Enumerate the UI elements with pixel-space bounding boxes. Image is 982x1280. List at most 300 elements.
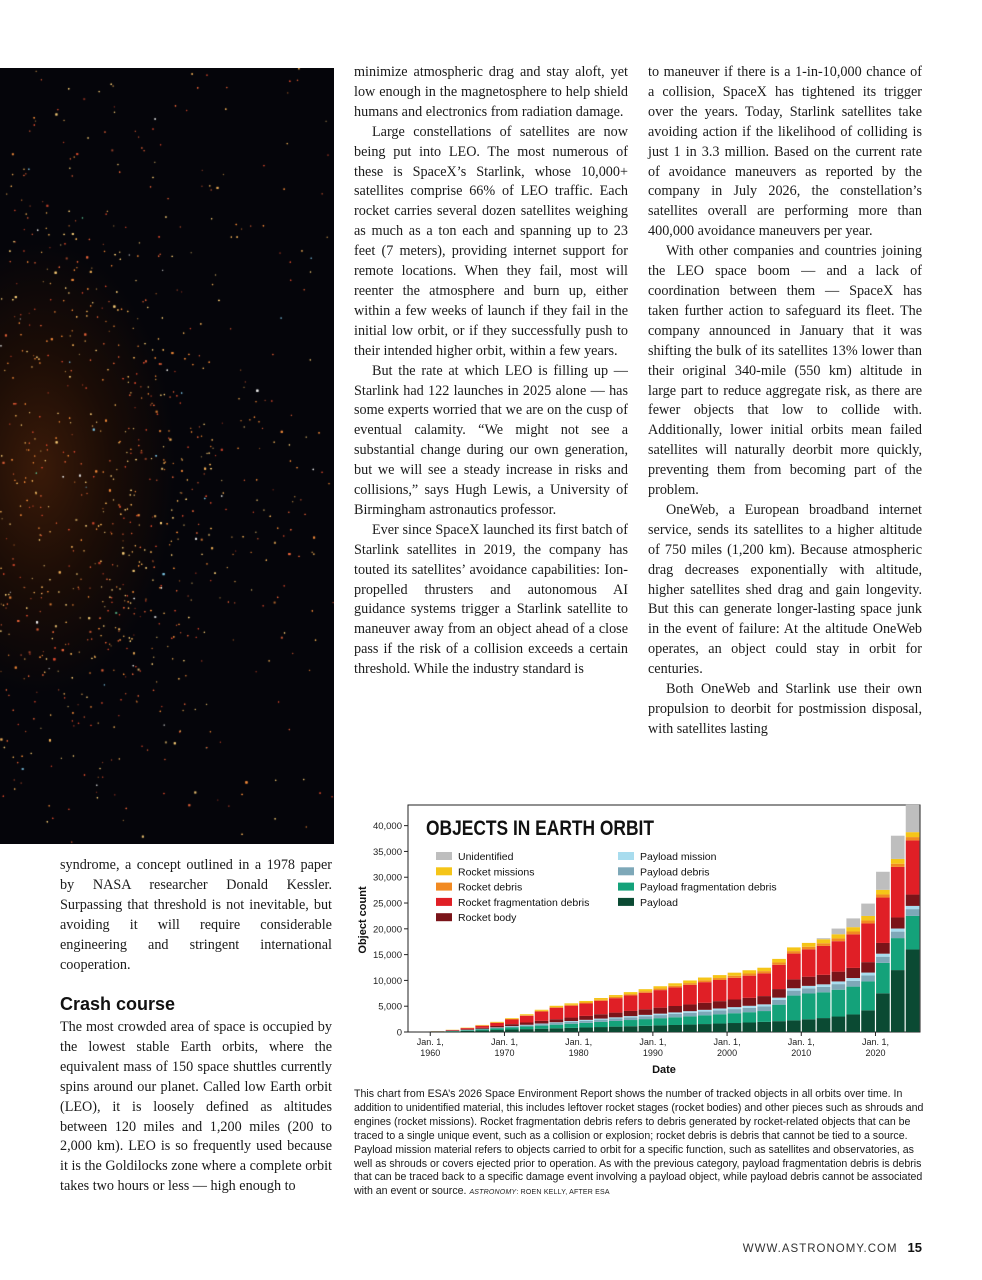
bar-segment <box>861 904 875 916</box>
bar-segment <box>906 895 920 906</box>
bar-segment <box>550 1025 564 1029</box>
bar-segment <box>861 962 875 972</box>
caption-text: This chart from ESA’s 2026 Space Environment Report shows the number of tracked objects in all orbits over time. In addition to unidentified material, this includes leftover rocket stages (rocket bodies) and other pieces such as shrouds and engines (rocket missions). Rocket fragmentation debris refers to debris generated by rocket-related objects that can be traced to a single unique event, such as a collision or explosion; rocket debris is debris that cannot be tied to a source. Payload mission material refers to objects carried to orbit for a specific function, such as satellites and observatories, as well as shrouds or covers ejected prior to operation. As with the previous category, payload fragmentation debris is debris that can be traced back to a specific damage event involving a payload object, while payload debris cannot be associated with an event or source. <box>354 1088 924 1198</box>
bar-segment <box>683 1011 697 1013</box>
bar-segment <box>772 998 786 1000</box>
bar-segment <box>550 1007 564 1008</box>
bar-segment <box>683 1025 697 1032</box>
bar-segment <box>728 973 742 976</box>
bar-segment <box>564 1021 578 1022</box>
bar-segment <box>653 1015 667 1018</box>
bar-segment <box>743 998 757 1006</box>
bar-segment <box>876 898 890 943</box>
bar-segment <box>846 1014 860 1032</box>
article-column-left-lower <box>60 1018 332 1197</box>
objects-in-orbit-chart <box>346 800 926 1085</box>
bar-segment <box>757 973 771 996</box>
paragraph: minimize atmospheric drag and stay aloft, yet low enough in the magnetosphere to help shield humans and electronics from radiation damage. <box>354 64 628 120</box>
bar-segment <box>728 976 742 978</box>
bar-segment <box>817 938 831 939</box>
bar-segment <box>832 941 846 971</box>
bar-segment <box>713 1014 727 1023</box>
bar-segment <box>505 1027 519 1029</box>
bar-segment <box>713 980 727 1001</box>
y-tick-label: 35,000 <box>372 846 402 858</box>
bar-segment <box>713 978 727 980</box>
bar-segment <box>802 943 816 947</box>
bar-segment <box>728 1013 742 1023</box>
bar-segment <box>787 951 801 953</box>
y-tick-label: 5,000 <box>378 1001 402 1013</box>
bar-segment <box>594 1000 608 1001</box>
bar-segment <box>772 1021 786 1032</box>
bar-segment <box>624 1011 638 1016</box>
bar-segment <box>579 1001 593 1003</box>
bar-segment <box>653 1018 667 1025</box>
bar-segment <box>535 1024 549 1025</box>
bar-segment <box>668 1006 682 1012</box>
bar-segment <box>490 1030 504 1032</box>
bar-segment <box>520 1023 534 1025</box>
bar-segment <box>520 1016 534 1023</box>
x-tick-label: 2010 <box>791 1048 812 1058</box>
bar-segment <box>520 1027 534 1030</box>
bar-segment <box>520 1025 534 1026</box>
bar-segment <box>757 1007 771 1012</box>
bar-segment <box>520 1015 534 1016</box>
bar-segment <box>668 1017 682 1025</box>
bar-segment <box>609 1021 623 1027</box>
y-tick-label: 40,000 <box>372 821 402 833</box>
legend-swatch <box>436 913 452 921</box>
bar-segment <box>757 1022 771 1032</box>
bar-segment <box>609 1027 623 1032</box>
paragraph: But the rate at which LEO is filling up — Starlink had 122 launches in 2025 alone — has some experts worried that we are on the cusp of eventual calamity. “We might not see a substantial change during our own generation, but we will see a steady increase in risks and collisions,” says Hugh Lewis, a University of Birmingham astronautics professor. <box>354 362 628 518</box>
bar-segment <box>772 959 786 963</box>
bar-segment <box>579 1004 593 1016</box>
bar-segment <box>787 979 801 988</box>
bar-segment <box>713 1008 727 1010</box>
bar-segment <box>564 1006 578 1018</box>
bar-segment <box>683 1013 697 1017</box>
paragraph: to maneuver if there is a 1-in-10,000 chance of a collision, SpaceX has tightened its trigger over the years. Today, Starlink satellites take avoiding action if the likelihood of colliding is just 1 in 3.3 million. Based on the current rate of avoidance maneuvers as reported by the company in July 2026, the constellation’s satellites overall are performing more than 400,000 avoidance maneuvers per year. <box>648 64 922 240</box>
legend-label: Rocket fragmentation debris <box>458 896 590 909</box>
bar-segment <box>846 934 860 968</box>
bar-segment <box>772 1005 786 1022</box>
bar-segment <box>743 974 757 976</box>
bar-segment <box>461 1029 475 1030</box>
bar-segment <box>461 1030 475 1031</box>
chart-svg <box>346 800 926 1085</box>
legend-label: Rocket body <box>458 912 517 925</box>
legend-swatch <box>618 852 634 860</box>
paragraph: Both OneWeb and Starlink use their own propulsion to deorbit for postmission disposal, with satellites lasting <box>648 681 922 737</box>
chart-title: OBJECTS IN EARTH ORBIT <box>426 817 655 840</box>
y-tick-label: 20,000 <box>372 924 402 936</box>
bar-segment <box>639 993 653 1010</box>
article-column-middle <box>354 63 628 680</box>
bar-segment <box>743 976 757 998</box>
legend-label: Rocket missions <box>458 866 535 879</box>
bar-segment <box>832 972 846 982</box>
bar-segment <box>535 1029 549 1032</box>
bar-segment <box>906 832 920 837</box>
bar-segment <box>861 920 875 923</box>
bar-segment <box>772 989 786 998</box>
x-tick-label: Jan. 1, <box>713 1037 741 1047</box>
bar-segment <box>787 996 801 1021</box>
bar-segment <box>787 947 801 951</box>
x-tick-label: Jan. 1, <box>416 1037 444 1047</box>
bar-segment <box>683 985 697 1005</box>
bar-segment <box>624 1026 638 1032</box>
website-url[interactable]: WWW.ASTRONOMY.COM <box>742 1243 898 1255</box>
bar-segment <box>846 981 860 987</box>
legend-swatch <box>436 883 452 891</box>
bar-segment <box>891 938 905 970</box>
bar-segment <box>535 1011 549 1012</box>
bar-segment <box>861 981 875 1010</box>
bar-segment <box>713 1001 727 1008</box>
bar-segment <box>594 998 608 1000</box>
x-tick-label: 2000 <box>717 1048 738 1058</box>
bar-segment <box>698 1024 712 1032</box>
legend-label: Payload fragmentation debris <box>640 881 777 894</box>
bar-segment <box>490 1023 504 1026</box>
bar-segment <box>846 927 860 931</box>
bar-segment <box>906 805 920 832</box>
bar-segment <box>624 1020 638 1026</box>
bar-segment <box>579 1016 593 1020</box>
bar-segment <box>757 968 771 971</box>
bar-segment <box>743 1008 757 1012</box>
bar-segment <box>891 864 905 867</box>
bar-segment <box>520 1014 534 1015</box>
bar-segment <box>876 890 890 895</box>
bar-segment <box>653 989 667 991</box>
bar-segment <box>579 1002 593 1003</box>
bar-segment <box>846 918 860 927</box>
bar-segment <box>802 947 816 950</box>
bar-segment <box>550 1008 564 1019</box>
x-tick-label: 2020 <box>865 1048 886 1058</box>
bar-segment <box>906 906 920 909</box>
paragraph: The most crowded area of space is occupied by the lowest stable Earth orbits, where the equivalent mass of 150 space shuttles currently spins around our planet. Called low Earth orbit (LEO), it is loosely defined as altitudes between 120 miles and 1,200 miles (200 to 2,000 km). LEO is so frequently used because it is the Goldilocks zone where a complete orbit takes two hours or less — high enough to <box>60 1019 332 1195</box>
x-tick-label: 1960 <box>420 1048 441 1058</box>
paragraph: syndrome, a concept outlined in a 1978 paper by NASA researcher Donald Kessler. Surpassing that threshold is not inevitable, but avoiding it will require considerable engineering and stringent international cooperation. <box>60 857 332 973</box>
bar-segment <box>906 837 920 840</box>
paragraph: Large constellations of satellites are now being put into LEO. The most numerous of these is SpaceX’s Starlink, whose 10,000+ satellites comprise 66% of LEO traffic. Each rocket carries several dozen satellites weighing as much as a ton each and spanning up to 23 feet (7 meters), providing internet support for remote locations. When they fail, most will reenter the atmosphere and burn up, either within a few weeks of launch if they fail in the initial low orbit, or if they successfully push to their intended higher orbit, within a few years. <box>354 123 628 359</box>
bar-segment <box>891 932 905 939</box>
bar-segment <box>639 1026 653 1032</box>
chart-caption <box>354 1088 924 1200</box>
bar-segment <box>505 1030 519 1032</box>
bar-segment <box>490 1022 504 1023</box>
paragraph: Ever since SpaceX launched its first batch of Starlink satellites in 2019, the company has touted its satellites’ avoidance capabilities: Ion-propelled thrusters and autonomous AI guidance systems trigger a Starlink satellite to maneuver away from an object ahead of a close pass if the risk of a collision exceeds a certain threshold. While the industry standard is <box>354 521 628 678</box>
bar-segment <box>906 909 920 916</box>
bar-segment <box>891 970 905 1032</box>
bar-segment <box>564 1022 578 1024</box>
credit-rest: : ROEN KELLY, AFTER ESA <box>516 1189 610 1197</box>
page-number: 15 <box>907 1240 922 1255</box>
bar-segment <box>505 1020 519 1025</box>
bar-segment <box>653 990 667 1008</box>
bar-segment <box>564 1028 578 1032</box>
bar-segment <box>876 894 890 897</box>
legend-label: Payload mission <box>640 851 717 863</box>
bar-segment <box>579 1021 593 1023</box>
bar-segment <box>891 836 905 859</box>
bar-segment <box>579 1027 593 1032</box>
bar-segment <box>564 1024 578 1028</box>
legend-swatch <box>436 867 452 875</box>
bar-segment <box>624 1017 638 1020</box>
bar-segment <box>698 1012 712 1016</box>
bar-segment <box>475 1030 489 1031</box>
y-tick-label: 10,000 <box>372 975 402 987</box>
legend-swatch <box>618 898 634 906</box>
bar-segment <box>861 923 875 962</box>
legend-label: Unidentified <box>458 851 514 863</box>
bar-segment <box>713 1010 727 1014</box>
bar-segment <box>846 968 860 978</box>
x-tick-label: 1990 <box>642 1048 663 1058</box>
bar-segment <box>891 867 905 918</box>
legend-swatch <box>436 898 452 906</box>
bar-segment <box>475 1026 489 1028</box>
bar-segment <box>846 932 860 935</box>
paragraph: OneWeb, a European broadband internet service, sends its satellites to a higher altitude of 750 miles (1,200 km). Because atmospheric drag decreases exponentially with altitude, higher satellites shed drag and gain longevity. But this can generate longer-lasting space junk in the event of failure: At the altitude OneWeb operates, an object could stay in orbit for centuries. <box>648 501 922 678</box>
bar-segment <box>817 943 831 946</box>
page-footer <box>743 1240 922 1255</box>
bar-segment <box>787 954 801 980</box>
bar-segment <box>505 1026 519 1027</box>
bar-segment <box>475 1028 489 1029</box>
legend-swatch <box>436 852 452 860</box>
bar-segment <box>757 996 771 1004</box>
bar-segment <box>683 1016 697 1024</box>
bar-segment <box>817 939 831 943</box>
bar-segment <box>817 987 831 992</box>
bar-segment <box>490 1026 504 1027</box>
bar-segment <box>861 973 875 976</box>
bar-segment <box>520 1029 534 1032</box>
bar-segment <box>639 989 653 991</box>
x-tick-label: 1980 <box>568 1048 589 1058</box>
bar-segment <box>668 983 682 985</box>
x-tick-label: Jan. 1, <box>639 1037 667 1047</box>
bar-segment <box>653 1025 667 1032</box>
bar-segment <box>757 1004 771 1006</box>
bar-segment <box>624 995 638 1010</box>
bar-segment <box>876 957 890 963</box>
bar-segment <box>535 1012 549 1021</box>
bar-segment <box>609 1013 623 1018</box>
bar-segment <box>743 1023 757 1032</box>
bar-segment <box>802 977 816 986</box>
legend-label: Payload <box>640 896 678 909</box>
y-tick-label: 30,000 <box>372 872 402 884</box>
bar-segment <box>505 1018 519 1019</box>
bar-segment <box>713 975 727 978</box>
bar-segment <box>698 1010 712 1012</box>
article-column-left <box>60 856 332 975</box>
bar-segment <box>906 840 920 894</box>
legend-label: Rocket debris <box>458 881 523 894</box>
bar-segment <box>550 1006 564 1007</box>
bar-segment <box>550 1028 564 1032</box>
debris-dots-canvas <box>0 68 334 844</box>
bar-segment <box>520 1025 534 1026</box>
legend-label: Payload debris <box>640 866 710 879</box>
bar-segment <box>802 994 816 1020</box>
bar-segment <box>876 943 890 954</box>
bar-segment <box>802 988 816 993</box>
bar-segment <box>475 1031 489 1032</box>
bar-segment <box>668 986 682 988</box>
x-tick-label: Jan. 1, <box>565 1037 593 1047</box>
bar-segment <box>846 987 860 1015</box>
bar-segment <box>594 1001 608 1014</box>
bar-segment <box>535 1026 549 1029</box>
bar-segment <box>713 1024 727 1032</box>
bar-segment <box>876 872 890 890</box>
space-debris-photo <box>0 68 334 844</box>
bar-segment <box>861 975 875 981</box>
bar-segment <box>832 984 846 990</box>
bar-segment <box>728 1000 742 1008</box>
bar-segment <box>861 916 875 920</box>
bar-segment <box>802 986 816 988</box>
bar-segment <box>461 1028 475 1029</box>
bar-segment <box>579 1020 593 1021</box>
bar-segment <box>743 970 757 973</box>
bar-segment <box>564 1003 578 1004</box>
bar-segment <box>698 1003 712 1010</box>
bar-segment <box>876 963 890 993</box>
bar-segment <box>817 992 831 1018</box>
bar-segment <box>832 938 846 941</box>
bar-segment <box>639 1019 653 1026</box>
bar-segment <box>743 1006 757 1008</box>
bar-segment <box>639 1015 653 1016</box>
bar-segment <box>505 1024 519 1026</box>
bar-segment <box>535 1010 549 1011</box>
y-tick-label: 15,000 <box>372 950 402 962</box>
bar-segment <box>446 1031 460 1032</box>
credit-publication: ASTRONOMY <box>469 1189 517 1197</box>
x-axis <box>417 1032 889 1058</box>
bar-segment <box>757 1011 771 1022</box>
x-tick-label: Jan. 1, <box>861 1037 889 1047</box>
bar-segment <box>564 1018 578 1022</box>
bar-segment <box>639 991 653 992</box>
bar-segment <box>787 991 801 996</box>
y-tick-label: 25,000 <box>372 898 402 910</box>
bar-segment <box>668 1012 682 1014</box>
section-heading: Crash course <box>60 994 176 1014</box>
bar-segment <box>579 1023 593 1028</box>
bar-segment <box>564 1005 578 1006</box>
bar-segment <box>594 1014 608 1018</box>
bar-segment <box>490 1028 504 1030</box>
bar-segment <box>891 859 905 864</box>
bar-segment <box>609 998 623 1012</box>
bar-segment <box>698 982 712 1003</box>
article-column-right <box>648 63 922 740</box>
bar-segment <box>832 990 846 1017</box>
bar-segment <box>624 1016 638 1017</box>
bar-segment <box>624 994 638 995</box>
bar-segment <box>728 1007 742 1009</box>
bar-segment <box>772 1000 786 1005</box>
x-tick-label: Jan. 1, <box>490 1037 518 1047</box>
bar-segment <box>846 978 860 981</box>
bar-segment <box>832 1017 846 1032</box>
bar-segment <box>891 929 905 932</box>
bar-segment <box>683 983 697 985</box>
y-axis-label: Object count <box>357 886 369 954</box>
bar-segment <box>624 992 638 994</box>
legend-swatch <box>618 867 634 875</box>
bar-segment <box>832 934 846 938</box>
bar-segment <box>802 949 816 976</box>
bar-segment <box>550 1023 564 1025</box>
bar-segment <box>475 1029 489 1030</box>
bar-segment <box>639 1016 653 1019</box>
bar-segment <box>728 1023 742 1032</box>
bar-segment <box>653 1008 667 1014</box>
bar-segment <box>832 981 846 984</box>
bar-segment <box>505 1019 519 1020</box>
bar-segment <box>535 1024 549 1025</box>
bar-segment <box>594 1027 608 1032</box>
bar-segment <box>668 1025 682 1032</box>
bar-segment <box>550 1019 564 1022</box>
bar-segment <box>817 946 831 975</box>
bar-segment <box>802 1019 816 1032</box>
bar-segment <box>698 978 712 981</box>
bar-segment <box>772 962 786 964</box>
bar-segment <box>728 1009 742 1013</box>
bar-segment <box>668 987 682 1006</box>
bar-segment <box>906 916 920 950</box>
bar-segment <box>683 1004 697 1011</box>
bar-segment <box>728 978 742 1000</box>
bar-segment <box>757 971 771 973</box>
x-tick-label: Jan. 1, <box>787 1037 815 1047</box>
bar-segment <box>876 993 890 1032</box>
bar-segment <box>832 929 846 935</box>
bar-segment <box>668 1014 682 1017</box>
bar-segment <box>535 1021 549 1024</box>
bar-segment <box>698 980 712 982</box>
bar-segment <box>817 1018 831 1032</box>
bar-segment <box>609 1017 623 1018</box>
bar-segment <box>698 1015 712 1024</box>
x-axis-label: Date <box>652 1064 676 1076</box>
bar-segment <box>653 1014 667 1015</box>
bar-segment <box>653 986 667 988</box>
x-tick-label: 1970 <box>494 1048 515 1058</box>
bar-segment <box>876 954 890 957</box>
bar-segment <box>594 1019 608 1020</box>
bar-segment <box>609 995 623 997</box>
bar-segment <box>594 1020 608 1022</box>
bar-segment <box>490 1028 504 1029</box>
bar-segment <box>743 1012 757 1022</box>
bar-segment <box>787 1020 801 1032</box>
